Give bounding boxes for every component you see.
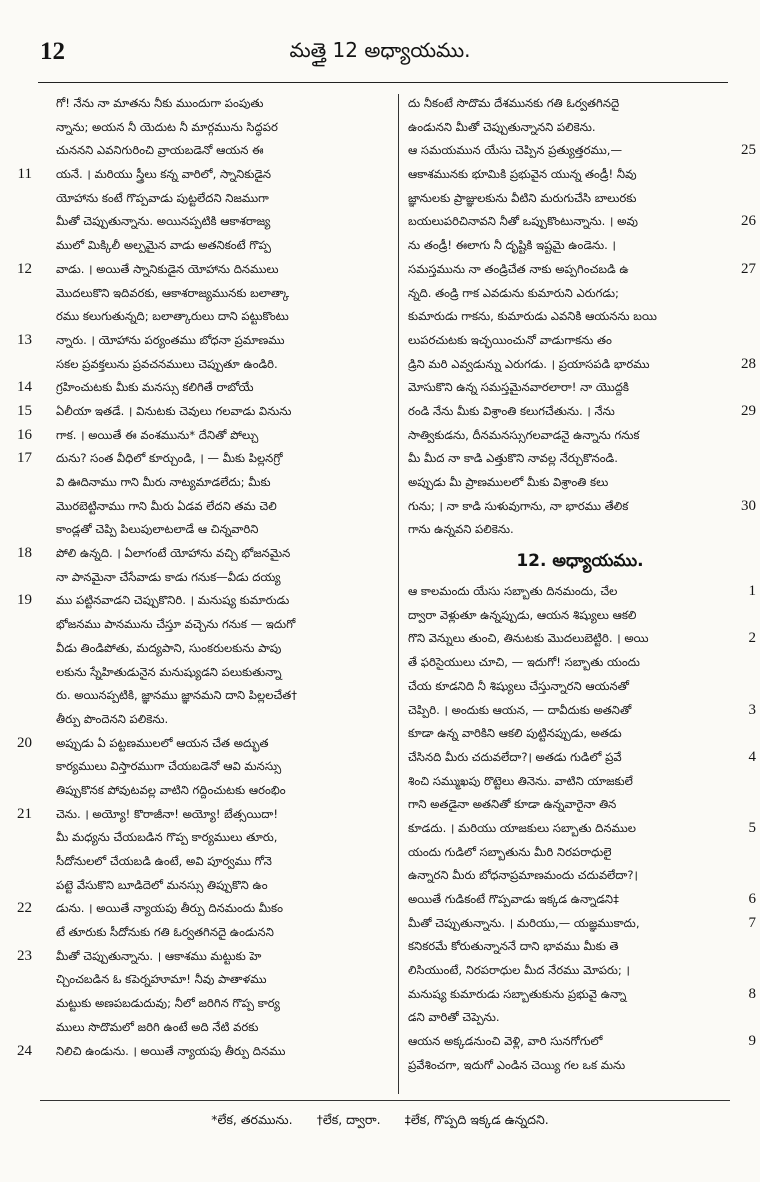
text-line [10,400,398,424]
text-line [404,770,756,794]
text-line [404,424,756,448]
verse-text: ము పట్టినవాడని చెప్పుకొనిరి. । మనుష్య కుమారుడు [56,593,290,608]
verse-text: నా పానమైనా చేసేవాడు కాడు గనుక—వీడు దయ్య [56,569,281,584]
text-line [10,874,398,898]
text-line [404,376,756,400]
verse-text: ద్వారా వెళ్లుతూ ఉన్నప్పుడు, ఆయన శిష్యులు ఆకలి [408,607,637,622]
text-line [404,722,756,746]
text-line [404,234,756,258]
verse-text: తిప్పుకొనక పోవుటవల్ల వాటిని గద్దించుటకు ఆరంభిం [56,782,286,797]
text-line [404,580,756,604]
text-line [10,542,398,566]
verse-number: 3 [748,701,756,718]
text-line [404,1054,756,1078]
text-line [404,139,756,163]
verse-text: ఆ సమయమున యేసు చెప్పిన ప్రత్యుత్తరము,— [408,143,623,158]
verse-text: అప్పుడు ఏ పట్టణములలో ఆయన చేత అద్భుత [56,735,269,750]
text-line [10,163,398,187]
text-line [10,234,398,258]
verse-number: 24 [17,1042,32,1059]
text-line [404,116,756,140]
verse-text: భోజనము పానమును చేస్తూ వచ్చెను గనుక — ఇదుగో [56,617,296,632]
verse-text: మొదలుకొని ఇదివరకు, ఆకాశరాజ్యమునకు బలాత్కా [56,285,290,300]
verse-text: కుమారుడు గాకను, కుమారుడు ఎవనికి ఆయనను బయి [408,309,657,324]
text-line [10,732,398,756]
right-text-column [404,92,756,1092]
verse-text: గాక. । అయితే ఈ వంశమును* దేనితో పోల్చు [56,427,259,442]
verse-number: 19 [17,592,32,609]
text-line [10,518,398,542]
verse-number: 7 [748,914,756,931]
text-line [10,353,398,377]
verse-text: గ్రహించుటకు మీకు మనస్సు కలిగితే రాబోయే [56,380,254,395]
verse-text: మీతో చెప్పుతున్నాను. । ఆకాశము మట్టుకు హె [56,948,262,963]
verse-text: యోహాను కంటే గొప్పవాడు పుట్టలేదని నిజముగా [56,190,269,205]
text-line [404,329,756,353]
verse-text: సమస్తమును నా తండ్రిచేత నాకు అప్పగించబడి ఉ [408,261,629,276]
text-line [404,92,756,116]
text-line [404,841,756,865]
verse-text: యందు గుడిలో సబ్బాతును మీరి నిరపరాధులై [408,844,612,859]
text-line [404,471,756,495]
text-line [404,817,756,841]
text-line [404,400,756,424]
text-line [404,793,756,817]
text-line [10,376,398,400]
footnote-2: †లేక, ద్వారా. [316,1112,381,1127]
text-line [404,1006,756,1030]
text-line [10,661,398,685]
verse-text: వీడు తిండిపోతు, మద్యపాని, సుంకరులకును పాపు [56,640,282,655]
text-line [404,258,756,282]
text-line [10,779,398,803]
verse-number: 11 [17,166,32,183]
text-line [10,471,398,495]
text-line [404,746,756,770]
text-line [10,945,398,969]
text-line [10,139,398,163]
text-line [10,992,398,1016]
verse-text: అయితే గుడికంటే గొప్పవాడు ఇక్కడ ఉన్నాడని‡ [408,892,619,906]
verse-text: శించి సమ్ముఖపు రొట్టెలు తినెను. వాటిని యాజకులే [408,773,633,788]
verse-text: వి ఊదినాము గాని మీరు నాట్యమాడలేదు; మీకు [56,475,271,489]
verse-text: ఉండునని మీతో చెప్పుతున్నానని పలికెను. [408,119,596,134]
verse-text: కూడా ఉన్న వారికిని ఆకలి పుట్టినప్పుడు, అతడు [408,726,622,741]
verse-text: పట్టె వేసుకొని బూడిదెలో మనస్సు తిప్పుకొని ఉం [56,877,268,892]
text-line [404,912,756,936]
verse-text: కాండ్లతో చెప్పి పిలుపులాటలాడే ఆ చిన్నవారిని [56,522,259,537]
text-line [404,305,756,329]
verse-text: కూడదు. । మరియు యాజకులు సబ్బాతు దినముల [408,820,637,835]
text-line [10,850,398,874]
text-line [404,353,756,377]
text-line [10,495,398,519]
verse-text: ఆయన అక్కడనుంచి వెళ్లి, వారి సునగోగులో [408,1034,603,1049]
text-line [404,1030,756,1054]
text-line [10,637,398,661]
footnote-rule [40,1100,730,1101]
verse-number: 20 [17,734,32,751]
verse-number: 13 [17,331,32,348]
verse-number: 18 [17,545,32,562]
text-line [404,163,756,187]
verse-text: లుపరచుటకు ఇచ్ఛయించునో వాడుగాకను తం [408,332,612,347]
text-line [10,708,398,732]
text-line [10,424,398,448]
verse-number: 2 [748,630,756,647]
verse-text: డును. । అయితే న్యాయపు తీర్పు దినమందు మీకం [56,901,283,916]
verse-text: రండి నేను మీకు విశ్రాంతి కలుగచేతును. । నేను [408,403,615,418]
verse-number: 15 [17,402,32,419]
verse-text: గాను ఉన్నవని పలికెను. [408,522,514,537]
verse-text: మీతో చెప్పుతున్నాను. । మరియు,— యజ్ఞముకాదు, [408,915,640,930]
verse-text: చెప్పిరి. । అందుకు ఆయన, — దావీదుకు అతనితో [408,702,632,717]
verse-text: సకల ప్రవక్తలును ప్రవచనములు చెప్పుతూ ఉండిరి. [56,356,278,371]
verse-text: గొని వెన్నులు తుంచి, తినుటకు మొదలుబెట్టిరి. । అయి [408,631,649,646]
verse-number: 17 [17,450,32,467]
text-line [10,258,398,282]
verse-text: టే తూరుకు సీదోనుకు గతి ఓర్వతగినదై ఉండునని [56,925,274,940]
verse-text: ములో మిక్కిలీ అల్పమైన వాడు అతనికంటే గొప్ప [56,238,271,253]
verse-text: ప్రవేశించగా, ఇదుగో ఎండిన చెయ్యి గల ఒక మను [408,1057,626,1072]
text-line [10,589,398,613]
verse-text: సాత్వికుడను, దీనమనస్సుగలవాడనై ఉన్నాను గనుక [408,427,640,442]
verse-text: ఆ కాలమందు యేసు సబ్బాతు దినమందు, చేల [408,584,618,599]
verse-text: లిసియుంటే, నిరపరాధుల మీద నేరము మోపరు; । [408,963,630,978]
verse-number: 28 [741,355,756,372]
verse-text: మీ మీద నా కాడి ఎత్తుకొని నావల్ల నేర్చుకొనండి. [408,451,618,466]
text-line [10,897,398,921]
verse-text: న్నది. తండ్రి గాక ఎవడును కుమారుని ఎరుగడు; [408,285,619,300]
text-line [404,888,756,912]
verse-text: కార్యములు విస్తారముగా చేయబడెనో ఆవి మనస్సు [56,759,282,774]
verse-number: 22 [17,900,32,917]
verse-text: చెను. । అయ్యో! కొరాజీనా! అయ్యో! బేత్సయిదా! [56,806,278,821]
text-line [10,1040,398,1064]
verse-text: యనే. । మరియు స్త్రీలు కన్న వారిలో, స్నానికుడైన [56,167,272,182]
text-line [404,935,756,959]
verse-text: బయలుపరిచినావని నీతో ఒప్పుకొంటున్నాను. । అవు [408,214,638,229]
verse-text: దును? సంత వీధిలో కూర్చుండి, । — మీకు పిల్లనగ్రో [56,451,283,466]
running-head-title: మత్తై 12 అధ్యాయము. [289,38,471,62]
text-line [404,864,756,888]
text-line [404,983,756,1007]
verse-text: రు. అయినప్పటికి, జ్ఞానము జ్ఞానమని దాని పిల్లలచేత† [56,688,298,703]
verse-text: తీర్పు పొందెనని పలికెను. [56,711,169,726]
verse-number: 8 [748,985,756,1002]
verse-number: 5 [748,819,756,836]
verse-text: వాడు. । అయితే స్నానికుడైన యోహాను దినములు [56,261,279,276]
verse-number: 30 [741,497,756,514]
verse-number: 12 [17,260,32,277]
verse-text: చేయ కూడనిది నీ శిష్యులు చేస్తున్నారని ఆయనతో [408,678,629,693]
verse-number: 4 [748,748,756,765]
text-line [10,305,398,329]
text-line [404,675,756,699]
text-line [404,518,756,542]
verse-text: ను తండ్రీ! ఈలాగు నీ దృష్టికి ఇష్టమై ఉండెను. । [408,238,616,253]
verse-number: 6 [748,891,756,907]
text-line [404,282,756,306]
page-number: 12 [40,38,65,65]
verse-text: చుననని ఎవనిగురించి వ్రాయబడెనో ఆయన ఈ [56,143,264,158]
footnotes [0,1112,760,1131]
text-line [10,210,398,234]
column-divider [398,94,399,1094]
text-line [404,187,756,211]
text-line [10,566,398,590]
verse-text: మొరబెట్టినాము గాని మీరు ఏడవ లేదని తమ చెలి [56,498,277,513]
text-line [10,613,398,637]
verse-number: 1 [748,583,756,600]
verse-text: ములు సొదొమలో జరిగి ఉంటే అది నేటి వరకు [56,1019,259,1034]
text-line [10,447,398,471]
verse-text: డ్రిని మరి ఎవ్వడున్ను ఎరుగడు. । ప్రయాసపడి భారము [408,356,650,371]
verse-number: 9 [748,1033,756,1050]
verse-number: 26 [741,213,756,230]
chapter-heading: 12. అధ్యాయము. [516,551,644,572]
right-column-bottom-text [404,580,756,1077]
verse-text: ఉన్నారని మీరు బోధనాప్రమాణమందు చదువలేదా?। [408,868,638,883]
verse-text: మీతో చెప్పుతున్నాను. అయినప్పటికి ఆకాశరాజ్య [56,214,271,229]
text-line [10,684,398,708]
verse-text: దు నీకంటే సొదొమ దేశమునకు గతి ఓర్వతగినదై [408,96,620,110]
footnote-1: *లేక, తరమును. [211,1112,293,1127]
right-column-top-text [404,92,756,542]
text-line [404,447,756,471]
verse-text: లకును స్నేహితుడునైన మనుష్యుడని పలుకుతున్నా [56,664,282,679]
text-line [404,495,756,519]
verse-text: గును; । నా కాడి సుళువుగాను, నా భారము తేలిక [408,498,629,513]
text-line [10,329,398,353]
text-line [10,282,398,306]
verse-number: 23 [17,947,32,964]
verse-text: మోసుకొని ఉన్న సమస్తమైనవారలారా! నా యొద్దకి [408,380,629,395]
text-line [404,959,756,983]
verse-text: చేసినది మీరు చదువలేదా?। అతడు గుడిలో ప్రవే [408,749,622,764]
verse-text: నిలిచి ఉండును. । అయితే న్యాయపు తీర్పు దినము [56,1043,286,1058]
verse-number: 29 [741,402,756,419]
verse-number: 27 [741,260,756,277]
verse-text: డని వారితో చెప్పెను. [408,1010,500,1025]
verse-text: ఆకాశమునకు భూమికి ప్రభువైన యున్న తండ్రీ! నీవు [408,167,637,182]
verse-text: న్నారు. । యోహాను పర్యంతము బోధనా ప్రమాణము [56,332,285,347]
verse-text: అప్పుడు మీ ప్రాణములలో మీకు విశ్రాంతి కలు [408,475,609,489]
verse-text: మీ మధ్యను చేయబడిన గొప్ప కార్యములు తూరు, [56,830,278,845]
text-line [404,210,756,234]
text-line [404,651,756,675]
verse-text: మట్టుకు అణపబడుదువు; నీలో జరిగిన గొప్ప కార్య [56,996,280,1011]
text-line [10,187,398,211]
text-line [10,803,398,827]
text-line [10,826,398,850]
verse-number: 25 [741,142,756,159]
text-line [10,116,398,140]
verse-text: గో! నేను నా మాతను నీకు ముందుగా పంపుతు [56,96,264,110]
text-line [10,92,398,116]
verse-text: న్నాను; అయన నీ యెదుట నీ మార్గమును సిద్ధపర [56,119,278,134]
text-line [10,921,398,945]
text-line [404,604,756,628]
verse-text: ఏలీయా ఇతడే. । వినుటకు చెవులు గలవాడు వినును [56,403,292,418]
verse-text: జ్ఞానులకు ప్రాజ్ఞులకును వీటిని మరుగుచేసి బాలురకు [408,190,637,205]
footnote-3: ‡లేక, గొప్పది ఇక్కడ ఉన్నదని. [404,1112,549,1127]
text-line [404,627,756,651]
verse-text: చ్చించబడిన ఓ కపెర్నహూమా! నీవు పాతాళము [56,972,267,987]
text-line [10,1016,398,1040]
verse-text: తే ఫరిసైయులు చూచి, — ఇదుగో! సబ్బాతు యందు [408,655,640,670]
verse-number: 14 [17,379,32,396]
text-line [10,968,398,992]
left-text-column [10,92,398,1092]
header-rule [38,82,728,83]
verse-number: 21 [17,805,32,822]
verse-text: మనుష్య కుమారుడు సబ్బాతుకును ప్రభువై ఉన్నా [408,986,627,1001]
verse-text: సీదోనులలో చేయబడి ఉంటే, అవి పూర్వము గోనె [56,854,272,868]
verse-number: 16 [17,426,32,443]
verse-text: పోలి ఉన్నది. । ఏలాగంటే యోహాను వచ్చి భోజనమైన [56,546,291,561]
verse-text: గాని అతడైనా అతనితో కూడా ఉన్నవారైనా తిన [408,797,617,812]
verse-text: కనికరమే కోరుతున్నాననే దాని భావము మీకు తె [408,939,619,954]
verse-text: రము కలుగుతున్నది; బలాత్కారులు దాని పట్టుకొంటు [56,309,289,324]
text-line [10,755,398,779]
text-line [404,699,756,723]
